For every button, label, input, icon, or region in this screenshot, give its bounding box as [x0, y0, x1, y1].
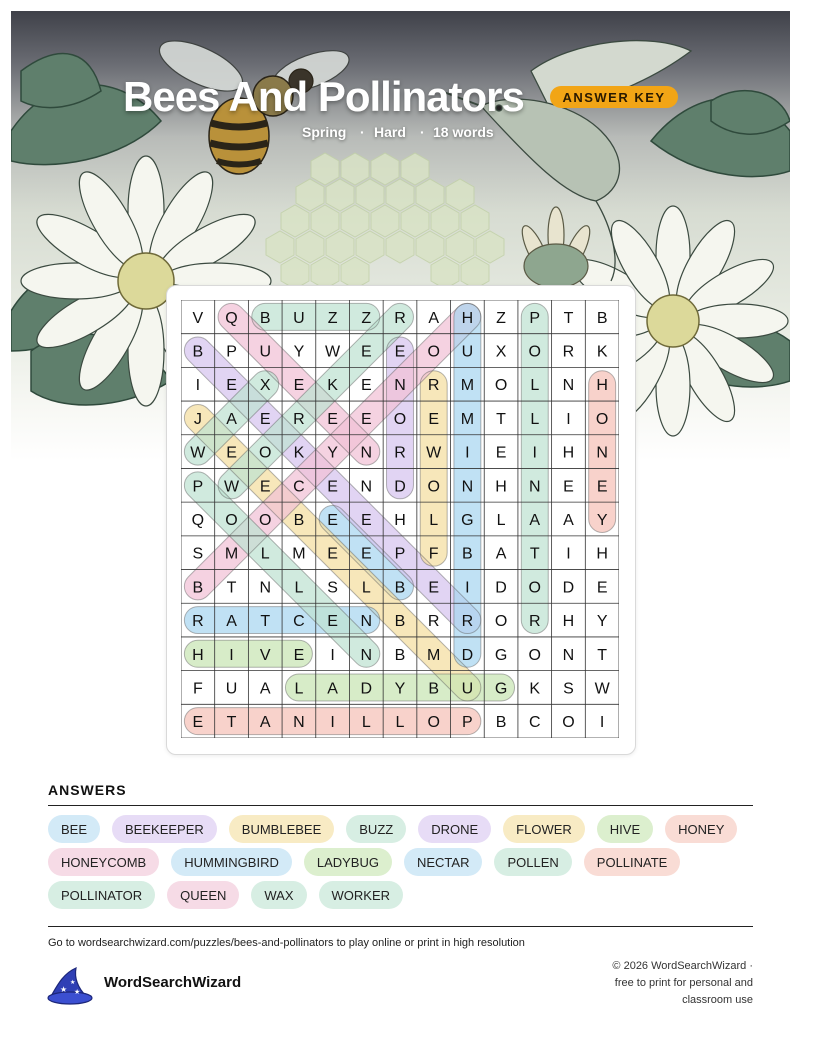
grid-letter[interactable]: A [259, 714, 271, 732]
grid-letter[interactable]: H [562, 444, 575, 462]
grid-letter[interactable]: O [494, 377, 508, 395]
grid-letter[interactable]: E [327, 613, 338, 631]
grid-letter[interactable]: I [566, 545, 571, 563]
grid-letter[interactable]: E [596, 478, 608, 496]
grid-letter[interactable]: G [461, 512, 474, 529]
answer-chip-bumblebee: BUMBLEBEE [229, 815, 334, 843]
grid-letter[interactable]: O [259, 512, 272, 529]
brand-name: WordSearchWizard [104, 974, 242, 991]
grid-letter[interactable]: E [327, 545, 338, 563]
footer-divider [48, 926, 753, 927]
answer-chip-ladybug: LADYBUG [304, 848, 392, 876]
grid-letter[interactable]: T [226, 579, 237, 597]
grid-letter[interactable]: N [360, 613, 373, 631]
grid-letter[interactable]: F [428, 545, 439, 563]
grid-letter[interactable]: D [394, 478, 406, 496]
grid-letter[interactable]: T [496, 410, 506, 428]
grid-letter[interactable]: O [528, 579, 541, 597]
grid-letter[interactable]: L [294, 579, 304, 597]
answer-chip-worker: WORKER [319, 881, 404, 909]
grid-letter[interactable]: O [562, 714, 575, 732]
grid-letter[interactable]: J [193, 410, 202, 428]
grid-letter[interactable]: K [293, 444, 305, 462]
grid-letter[interactable]: N [259, 579, 272, 597]
grid-letter[interactable]: Q [225, 309, 238, 327]
grid-letter[interactable]: H [394, 512, 406, 529]
grid-letter[interactable]: R [293, 410, 305, 428]
grid-letter[interactable]: I [599, 714, 605, 732]
answer-chip-hive: HIVE [597, 815, 653, 843]
grid-letter[interactable]: T [597, 646, 608, 664]
season-label: Spring [302, 124, 347, 140]
grid-letter[interactable]: I [532, 444, 537, 462]
grid-letter[interactable]: B [495, 714, 507, 732]
grid-letter[interactable]: H [461, 309, 474, 327]
grid-letter[interactable]: A [428, 309, 440, 327]
grid-letter[interactable]: T [226, 714, 237, 732]
grid-letter[interactable]: R [528, 613, 541, 631]
grid-canvas [181, 300, 619, 738]
grid-letter[interactable]: P [529, 309, 541, 327]
grid-letter[interactable]: U [461, 343, 474, 361]
grid-letter[interactable]: L [395, 714, 405, 732]
grid-letter[interactable]: Y [596, 512, 608, 529]
grid-letter[interactable]: L [361, 579, 371, 597]
grid-letter[interactable]: O [427, 478, 440, 496]
word-search-grid [181, 300, 619, 738]
grid-letter[interactable]: E [428, 579, 440, 597]
grid-letter[interactable]: V [192, 309, 204, 327]
grid-letter[interactable]: N [528, 478, 541, 496]
grid-letter[interactable]: E [327, 478, 338, 496]
grid-letter[interactable]: M [460, 377, 475, 395]
grid-letter[interactable]: V [259, 646, 271, 664]
grid-letter[interactable]: I [330, 646, 335, 664]
answer-chip-pollinator: POLLINATOR [48, 881, 155, 909]
grid-letter[interactable]: N [562, 646, 575, 664]
grid-letter[interactable]: K [596, 343, 608, 361]
grid-letter[interactable]: Y [327, 444, 338, 462]
grid-letter[interactable]: W [325, 343, 341, 361]
word-count-label: 18 words [433, 124, 494, 140]
grid-letter[interactable]: O [225, 512, 238, 529]
grid-letter[interactable]: L [260, 545, 270, 563]
grid-letter[interactable]: W [426, 444, 442, 462]
grid-letter[interactable]: O [494, 613, 508, 631]
grid-letter[interactable]: H [596, 545, 608, 563]
grid-letter[interactable]: E [394, 343, 406, 361]
grid-letter[interactable]: P [394, 545, 406, 563]
grid-letter[interactable]: W [594, 680, 610, 698]
grid-letter[interactable]: C [293, 613, 305, 631]
copyright-notice [553, 958, 753, 1009]
answers-heading: ANSWERS [48, 782, 127, 798]
copyright-line: free to print for personal and [614, 977, 753, 989]
grid-letter[interactable]: O [595, 410, 609, 428]
grid-letter[interactable]: A [529, 512, 541, 529]
grid-letter[interactable]: X [495, 343, 507, 361]
grid-letter[interactable]: E [360, 512, 372, 529]
grid-letter[interactable]: N [360, 478, 373, 496]
copyright-line: classroom use [682, 994, 753, 1006]
answer-chip-buzz: BUZZ [346, 815, 406, 843]
grid-letter[interactable]: D [495, 579, 507, 597]
grid-letter[interactable]: H [562, 613, 575, 631]
grid-letter[interactable]: I [566, 410, 571, 428]
grid-letter[interactable]: L [294, 680, 304, 698]
grid-letter[interactable]: U [461, 680, 474, 698]
grid-letter[interactable]: B [394, 613, 406, 631]
grid-letter[interactable]: E [360, 410, 372, 428]
grid-letter[interactable]: Z [327, 309, 338, 327]
grid-letter[interactable]: T [260, 613, 271, 631]
grid-letter[interactable]: T [529, 545, 540, 563]
grid-letter[interactable]: B [192, 579, 204, 597]
grid-letter[interactable]: L [530, 377, 540, 395]
grid-letter[interactable]: Y [596, 613, 608, 631]
grid-letter[interactable]: N [596, 444, 608, 462]
puzzle-title: Bees And Pollinators [123, 73, 524, 120]
grid-letter[interactable]: N [293, 714, 305, 732]
grid-letter[interactable]: S [327, 579, 338, 597]
grid-letter[interactable]: U [225, 680, 238, 698]
grid-letter[interactable]: A [226, 410, 237, 428]
grid-letter[interactable]: R [562, 343, 575, 361]
grid-letter[interactable]: I [465, 579, 470, 597]
answer-chip-pollen: POLLEN [494, 848, 571, 876]
grid-letter[interactable]: L [429, 512, 439, 529]
grid-letter[interactable]: O [427, 714, 440, 732]
footer-url-text: Go to wordsearchwizard.com/puzzles/bees-and-pollinators to play online or print in high resolution [48, 937, 525, 949]
grid-letter[interactable]: O [393, 410, 407, 428]
grid-letter[interactable]: E [563, 478, 574, 496]
grid-letter[interactable]: E [360, 545, 372, 563]
grid-letter[interactable]: R [394, 309, 406, 327]
grid-letter[interactable]: N [360, 646, 373, 664]
grid-letter[interactable]: M [224, 545, 239, 563]
grid-letter[interactable]: E [293, 377, 305, 395]
grid-letter[interactable]: P [192, 478, 204, 496]
grid-letter[interactable]: E [360, 343, 372, 361]
grid-letter[interactable]: B [293, 512, 305, 529]
grid-letter[interactable]: R [427, 613, 440, 631]
grid-letter[interactable]: P [462, 714, 473, 732]
grid-letter[interactable]: B [428, 680, 440, 698]
grid-letter[interactable]: P [226, 343, 237, 361]
grid-letter[interactable]: Y [394, 680, 406, 698]
grid-letter[interactable]: E [293, 646, 305, 664]
grid-letter[interactable]: U [293, 309, 305, 327]
grid-letter[interactable]: I [229, 646, 234, 664]
grid-letter[interactable]: S [563, 680, 574, 698]
answer-chip-flower: FLOWER [503, 815, 585, 843]
grid-letter[interactable]: W [190, 444, 206, 462]
answers-divider [48, 805, 753, 806]
grid-letter[interactable]: D [562, 579, 575, 597]
grid-letter[interactable]: L [361, 714, 371, 732]
grid-letter[interactable]: T [563, 309, 574, 327]
svg-text:★: ★ [70, 979, 76, 986]
grid-letter[interactable]: O [528, 646, 541, 664]
grid-letter[interactable]: K [327, 377, 338, 395]
grid-letter[interactable]: E [259, 478, 271, 496]
grid-letter[interactable]: Y [293, 343, 305, 361]
grid-letter[interactable]: X [259, 377, 271, 395]
grid-letter[interactable]: G [494, 680, 508, 698]
grid-letter[interactable]: A [327, 680, 338, 698]
answer-chip-wax: WAX [251, 881, 306, 909]
grid-letter[interactable]: M [427, 646, 441, 664]
answer-chip-beekeeper: BEEKEEPER [112, 815, 217, 843]
wizard-hat-icon [46, 964, 94, 1006]
answer-chip-honeycomb: HONEYCOMB [48, 848, 159, 876]
grid-letter[interactable]: R [394, 444, 406, 462]
grid-letter[interactable]: A [226, 613, 237, 631]
answer-chip-queen: QUEEN [167, 881, 239, 909]
grid-letter[interactable]: H [192, 646, 204, 664]
grid-letter[interactable]: N [562, 377, 575, 395]
copyright-line: © 2026 WordSearchWizard · [612, 960, 753, 972]
grid-letter[interactable]: K [529, 680, 541, 698]
grid-letter[interactable]: N [394, 377, 406, 395]
grid-letter[interactable]: E [226, 377, 237, 395]
answer-key-badge: ANSWER KEY [550, 86, 678, 108]
answer-chip-drone: DRONE [418, 815, 491, 843]
grid-letter[interactable]: N [461, 478, 474, 496]
answer-chip-hummingbird: HUMMINGBIRD [171, 848, 292, 876]
grid-letter[interactable]: D [461, 646, 474, 664]
grid-letter[interactable]: L [496, 512, 506, 529]
grid-letter[interactable]: C [528, 714, 541, 732]
svg-text:★: ★ [74, 988, 81, 996]
grid-letter[interactable]: R [427, 377, 440, 395]
grid-letter[interactable]: A [495, 545, 507, 563]
grid-letter[interactable]: L [530, 410, 540, 428]
answer-chip-pollinate: POLLINATE [584, 848, 681, 876]
grid-letter[interactable]: E [327, 512, 338, 529]
grid-letter[interactable]: H [495, 478, 507, 496]
meta-separator: · [420, 124, 425, 140]
grid-letter[interactable]: B [394, 579, 406, 597]
grid-letter[interactable]: B [596, 309, 608, 327]
grid-letter[interactable]: E [596, 579, 608, 597]
svg-text:★: ★ [60, 985, 68, 994]
grid-letter[interactable]: F [192, 680, 203, 698]
grid-letter[interactable]: M [460, 410, 475, 428]
grid-letter[interactable]: M [292, 545, 306, 563]
grid-letter[interactable]: N [360, 444, 373, 462]
grid-letter[interactable]: Z [496, 309, 506, 327]
grid-letter[interactable]: U [259, 343, 272, 361]
grid-letter[interactable]: Z [361, 309, 372, 327]
grid-letter[interactable]: E [360, 377, 372, 395]
grid-letter[interactable]: E [327, 410, 338, 428]
grid-letter[interactable]: W [223, 478, 240, 496]
grid-letter[interactable]: I [195, 377, 201, 395]
grid-letter[interactable]: I [330, 714, 335, 732]
grid-letter[interactable]: B [462, 545, 473, 563]
grid-letter[interactable]: E [226, 444, 237, 462]
difficulty-label: Hard [374, 124, 406, 140]
grid-letter[interactable]: G [494, 646, 508, 664]
answer-chip-nectar: NECTAR [404, 848, 482, 876]
answer-list [48, 815, 758, 909]
grid-letter[interactable]: D [360, 680, 373, 698]
grid-letter[interactable]: E [259, 410, 271, 428]
grid-letter[interactable]: B [259, 309, 271, 327]
grid-letter[interactable]: H [596, 377, 608, 395]
grid-letter[interactable]: Q [191, 512, 205, 529]
meta-separator: · [360, 124, 365, 140]
grid-letter[interactable]: R [192, 613, 204, 631]
grid-letter[interactable]: E [192, 714, 204, 732]
grid-letter[interactable]: C [293, 478, 305, 496]
grid-letter[interactable]: I [465, 444, 470, 462]
grid-letter[interactable]: R [461, 613, 474, 631]
grid-letter[interactable]: O [427, 343, 440, 361]
grid-letter[interactable]: S [192, 545, 204, 563]
grid-letter[interactable]: B [192, 343, 204, 361]
answer-chip-bee: BEE [48, 815, 100, 843]
grid-letter[interactable]: E [495, 444, 507, 462]
grid-letter[interactable]: O [528, 343, 541, 361]
answer-chip-honey: HONEY [665, 815, 737, 843]
grid-letter[interactable]: A [259, 680, 271, 698]
grid-letter[interactable]: B [394, 646, 406, 664]
grid-letter[interactable]: A [563, 512, 574, 529]
grid-letter[interactable]: E [428, 410, 440, 428]
grid-letter[interactable]: O [259, 444, 272, 462]
